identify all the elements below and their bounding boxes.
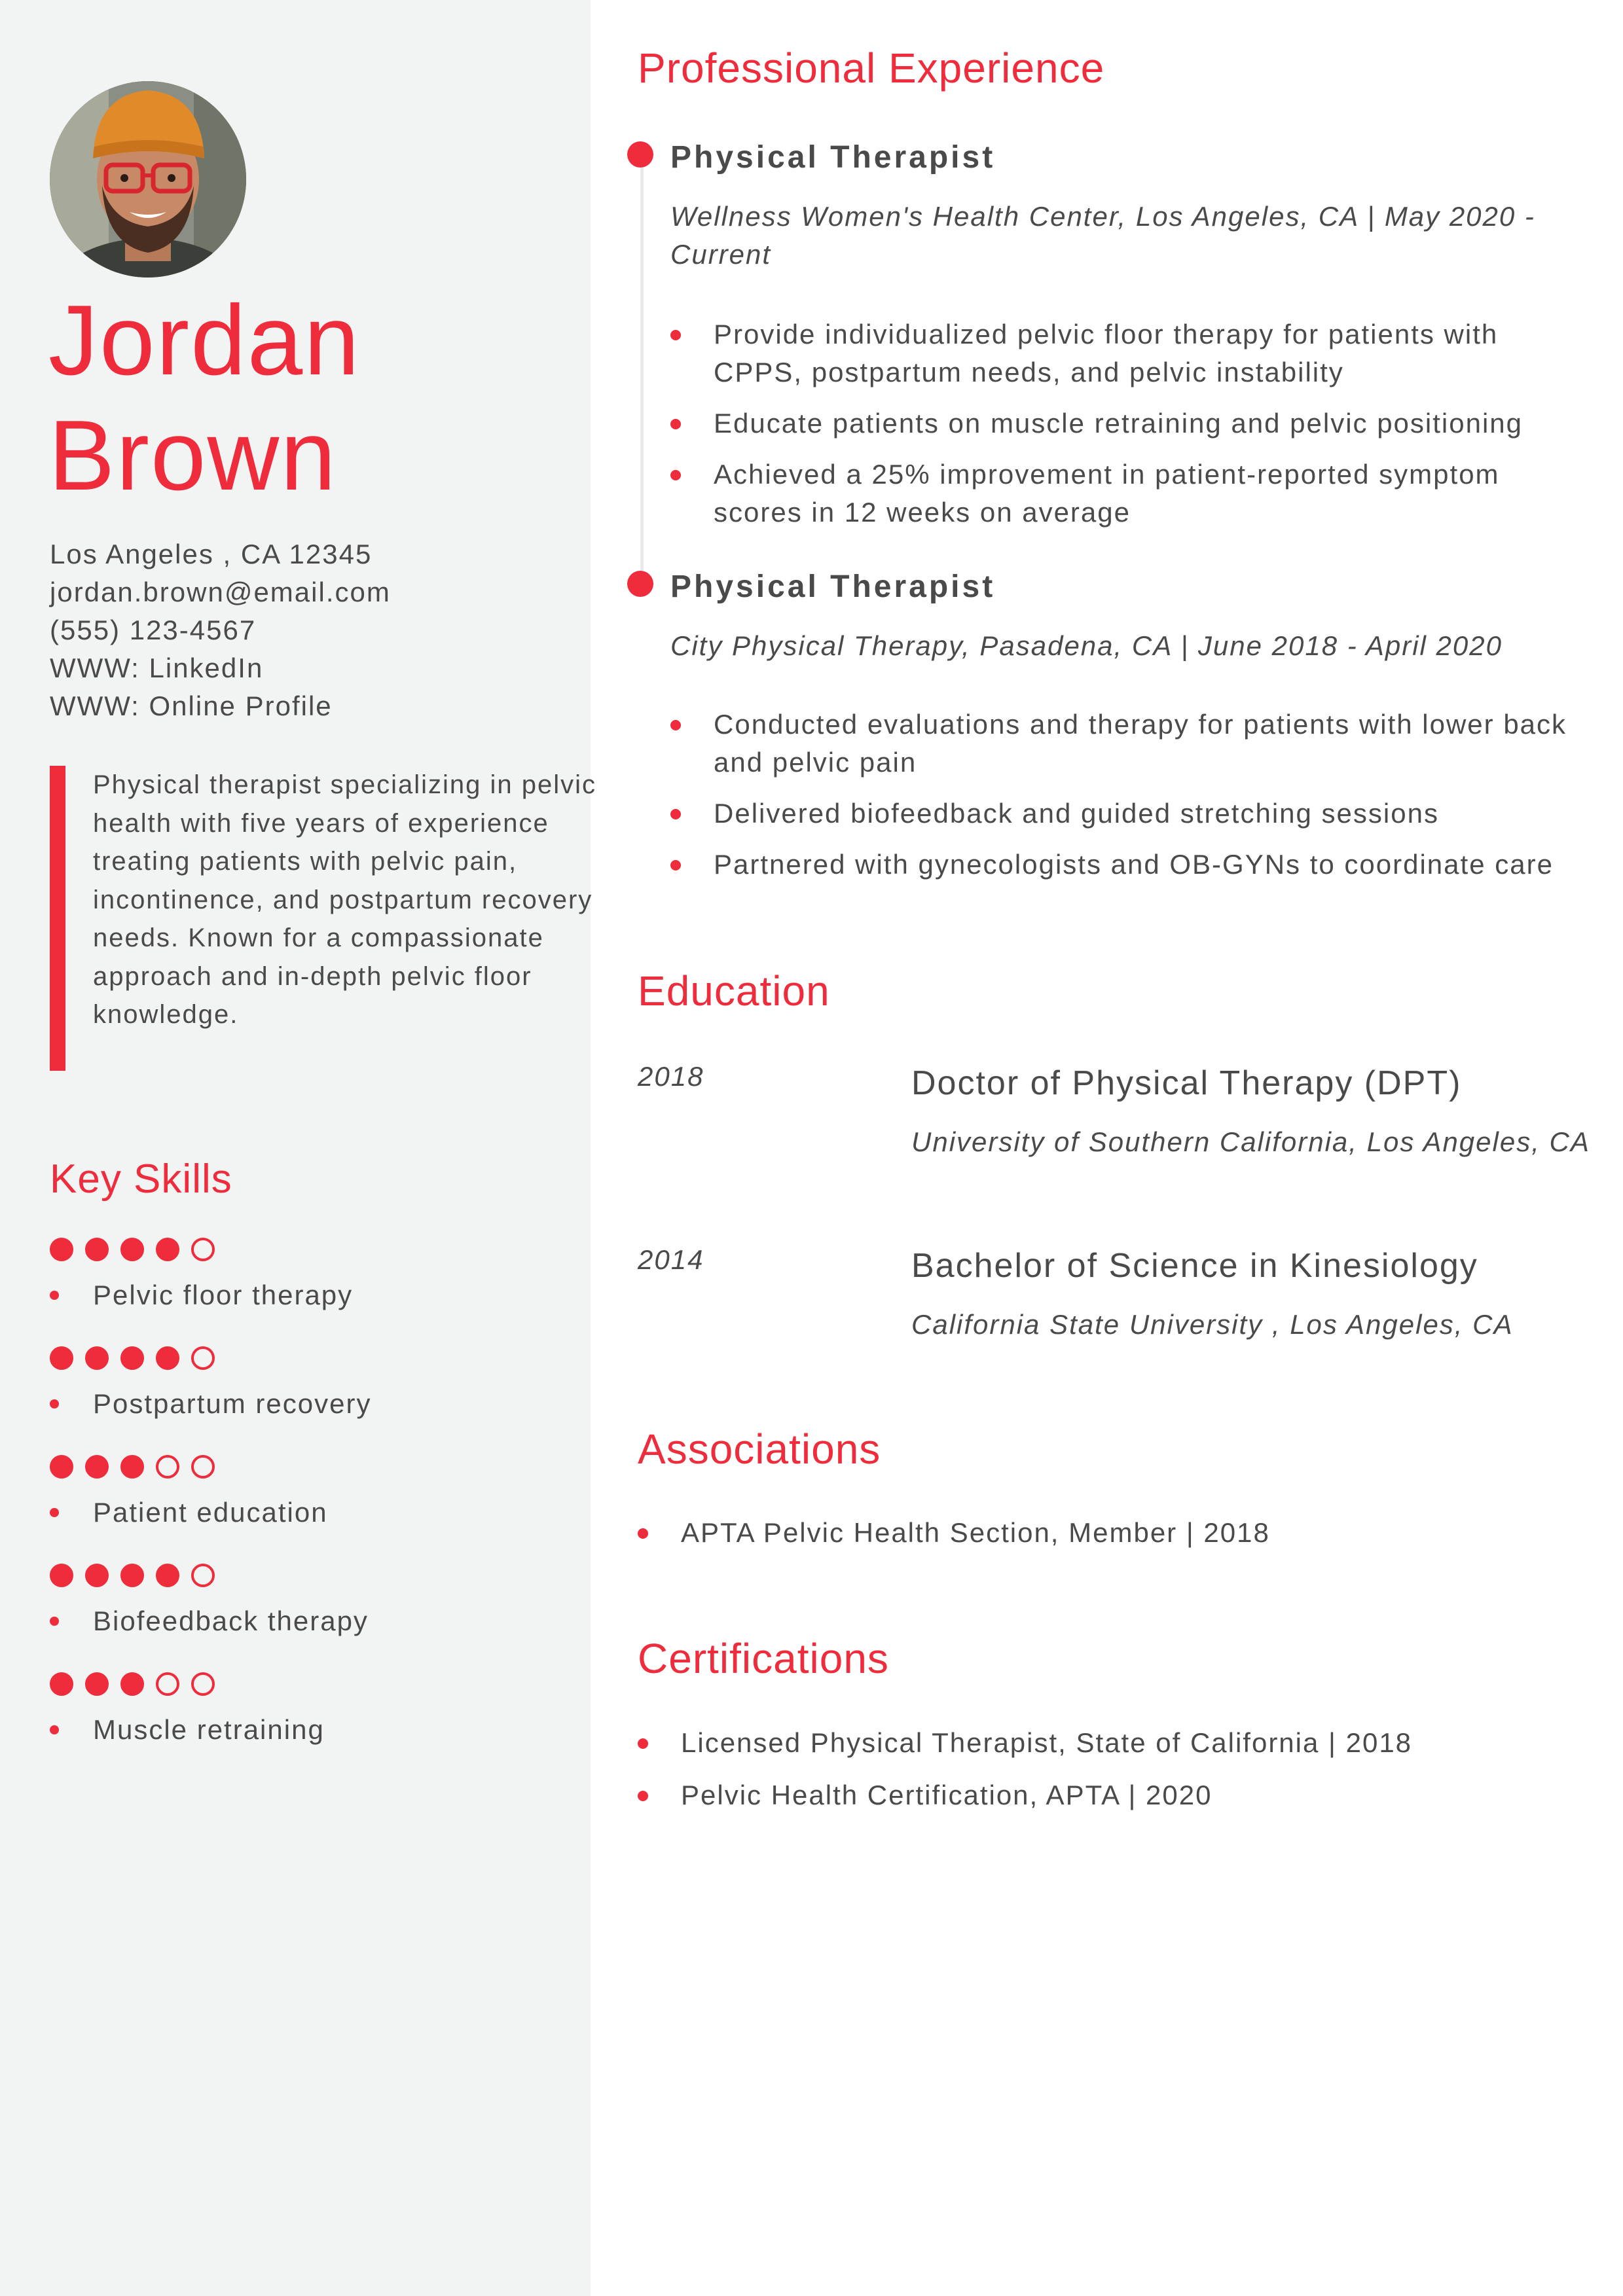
education-degree: Doctor of Physical Therapy (DPT) — [911, 1064, 1462, 1102]
associations-heading: Associations — [638, 1426, 881, 1473]
bullet-icon — [670, 419, 681, 429]
education-heading: Education — [638, 967, 830, 1014]
avatar — [50, 81, 246, 278]
list-item: Licensed Physical Therapist, State of California | 2018 — [638, 1724, 1594, 1762]
list-item: Partnered with gynecologists and OB-GYNs to coordinate care — [670, 846, 1594, 884]
skill-label-row — [50, 1711, 325, 1749]
rating-filled-dot-icon — [85, 1564, 109, 1587]
bullet-icon — [670, 330, 681, 340]
skill-label: Pelvic floor therapy — [93, 1280, 354, 1310]
rating-filled-dot-icon — [156, 1564, 179, 1587]
rating-filled-dot-icon — [50, 1564, 73, 1587]
skill-rating — [50, 1346, 215, 1371]
bullet-icon — [50, 1617, 59, 1626]
associations-list — [638, 1514, 1594, 1566]
certifications-list — [638, 1724, 1594, 1829]
education-year: 2014 — [638, 1244, 704, 1275]
contact-profile-link[interactable]: WWW: Online Profile — [50, 691, 333, 721]
rating-empty-dot-icon — [191, 1455, 215, 1479]
skill-label: Muscle retraining — [93, 1714, 325, 1745]
rating-filled-dot-icon — [50, 1455, 73, 1479]
skill-label-row — [50, 1276, 353, 1314]
rating-filled-dot-icon — [85, 1238, 109, 1261]
skill-item — [50, 1672, 560, 1780]
job-title: Physical Therapist — [670, 140, 996, 175]
rating-filled-dot-icon — [50, 1346, 73, 1370]
summary-accent-bar — [50, 766, 65, 1071]
timeline-line — [640, 152, 644, 571]
skill-label: Postpartum recovery — [93, 1388, 372, 1419]
bullet-icon — [670, 720, 681, 730]
rating-filled-dot-icon — [50, 1672, 73, 1696]
bullet-icon — [50, 1508, 59, 1517]
education-school: California State University , Los Angeles, CA — [911, 1309, 1514, 1340]
rating-empty-dot-icon — [191, 1346, 215, 1370]
rating-filled-dot-icon — [120, 1346, 144, 1370]
rating-empty-dot-icon — [191, 1672, 215, 1696]
bullet-icon — [50, 1291, 59, 1300]
contact-phone[interactable]: (555) 123-4567 — [50, 615, 257, 645]
rating-empty-dot-icon — [156, 1672, 179, 1696]
education-year: 2018 — [638, 1061, 704, 1092]
rating-filled-dot-icon — [85, 1672, 109, 1696]
list-item: Provide individualized pelvic floor therapy for patients with CPPS, postpartum needs, and pelvic instability — [670, 315, 1594, 391]
skills-heading: Key Skills — [50, 1157, 232, 1202]
skill-item — [50, 1563, 560, 1672]
candidate-name — [48, 283, 572, 513]
skill-rating — [50, 1237, 215, 1262]
last-name: Brown — [48, 400, 337, 511]
contact-info — [50, 535, 574, 725]
bullet-icon — [670, 809, 681, 819]
contact-address: Los Angeles , CA 12345 — [50, 539, 373, 569]
list-item: Delivered biofeedback and guided stretching sessions — [670, 795, 1594, 833]
bullet-icon — [638, 1528, 648, 1539]
rating-empty-dot-icon — [156, 1455, 179, 1479]
job-bullets — [670, 706, 1594, 897]
experience-heading: Professional Experience — [638, 45, 1105, 92]
skill-rating — [50, 1454, 215, 1479]
skill-item — [50, 1454, 560, 1563]
list-item: Conducted evaluations and therapy for patients with lower back and pelvic pain — [670, 706, 1594, 781]
rating-filled-dot-icon — [156, 1346, 179, 1370]
bullet-icon — [638, 1791, 648, 1801]
sidebar — [0, 0, 596, 2296]
list-item: APTA Pelvic Health Section, Member | 2018 — [638, 1514, 1594, 1552]
job-title: Physical Therapist — [670, 569, 996, 604]
skill-rating — [50, 1563, 215, 1588]
skill-item — [50, 1237, 560, 1346]
skill-rating — [50, 1672, 215, 1696]
rating-empty-dot-icon — [191, 1564, 215, 1587]
education-degree: Bachelor of Science in Kinesiology — [911, 1247, 1478, 1285]
skills-list — [50, 1237, 560, 1780]
skill-label: Biofeedback therapy — [93, 1605, 369, 1636]
rating-filled-dot-icon — [85, 1346, 109, 1370]
bullet-icon — [670, 860, 681, 870]
timeline-dot — [627, 141, 653, 168]
profile-photo-icon — [50, 81, 246, 278]
skill-label-row — [50, 1494, 328, 1532]
contact-linkedin-link[interactable]: WWW: LinkedIn — [50, 653, 264, 683]
skill-label-row — [50, 1385, 371, 1423]
rating-filled-dot-icon — [120, 1238, 144, 1261]
first-name: Jordan — [48, 285, 361, 396]
rating-empty-dot-icon — [191, 1238, 215, 1261]
summary-text: Physical therapist specializing in pelvic health with five years of experience treating patients with pelvic pain, incontinence, and postpartum recovery needs. Known for a compassionate approach and in-depth pelvic floor knowledge. — [93, 770, 596, 1029]
list-item: Pelvic Health Certification, APTA | 2020 — [638, 1776, 1594, 1814]
timeline-dot — [627, 571, 653, 597]
rating-filled-dot-icon — [120, 1672, 144, 1696]
rating-filled-dot-icon — [85, 1455, 109, 1479]
job-meta: Wellness Women's Health Center, Los Angeles, CA | May 2020 - Current — [670, 201, 1535, 270]
bullet-icon — [50, 1399, 59, 1408]
skill-label-row — [50, 1602, 369, 1640]
list-item: Achieved a 25% improvement in patient-reported symptom scores in 12 weeks on average — [670, 456, 1594, 531]
rating-filled-dot-icon — [120, 1564, 144, 1587]
skill-label: Patient education — [93, 1497, 328, 1528]
contact-email[interactable]: jordan.brown@email.com — [50, 577, 391, 607]
education-school: University of Southern California, Los Angeles, CA — [911, 1126, 1590, 1157]
bullet-icon — [670, 470, 681, 480]
job-meta: City Physical Therapy, Pasadena, CA | June 2018 - April 2020 — [670, 630, 1503, 661]
rating-filled-dot-icon — [50, 1238, 73, 1261]
rating-filled-dot-icon — [120, 1455, 144, 1479]
skill-item — [50, 1346, 560, 1454]
job-bullets — [670, 315, 1594, 545]
rating-filled-dot-icon — [156, 1238, 179, 1261]
bullet-icon — [638, 1738, 648, 1749]
bullet-icon — [50, 1725, 59, 1734]
summary — [50, 766, 596, 1071]
list-item: Educate patients on muscle retraining and pelvic positioning — [670, 404, 1594, 442]
certifications-heading: Certifications — [638, 1635, 889, 1682]
